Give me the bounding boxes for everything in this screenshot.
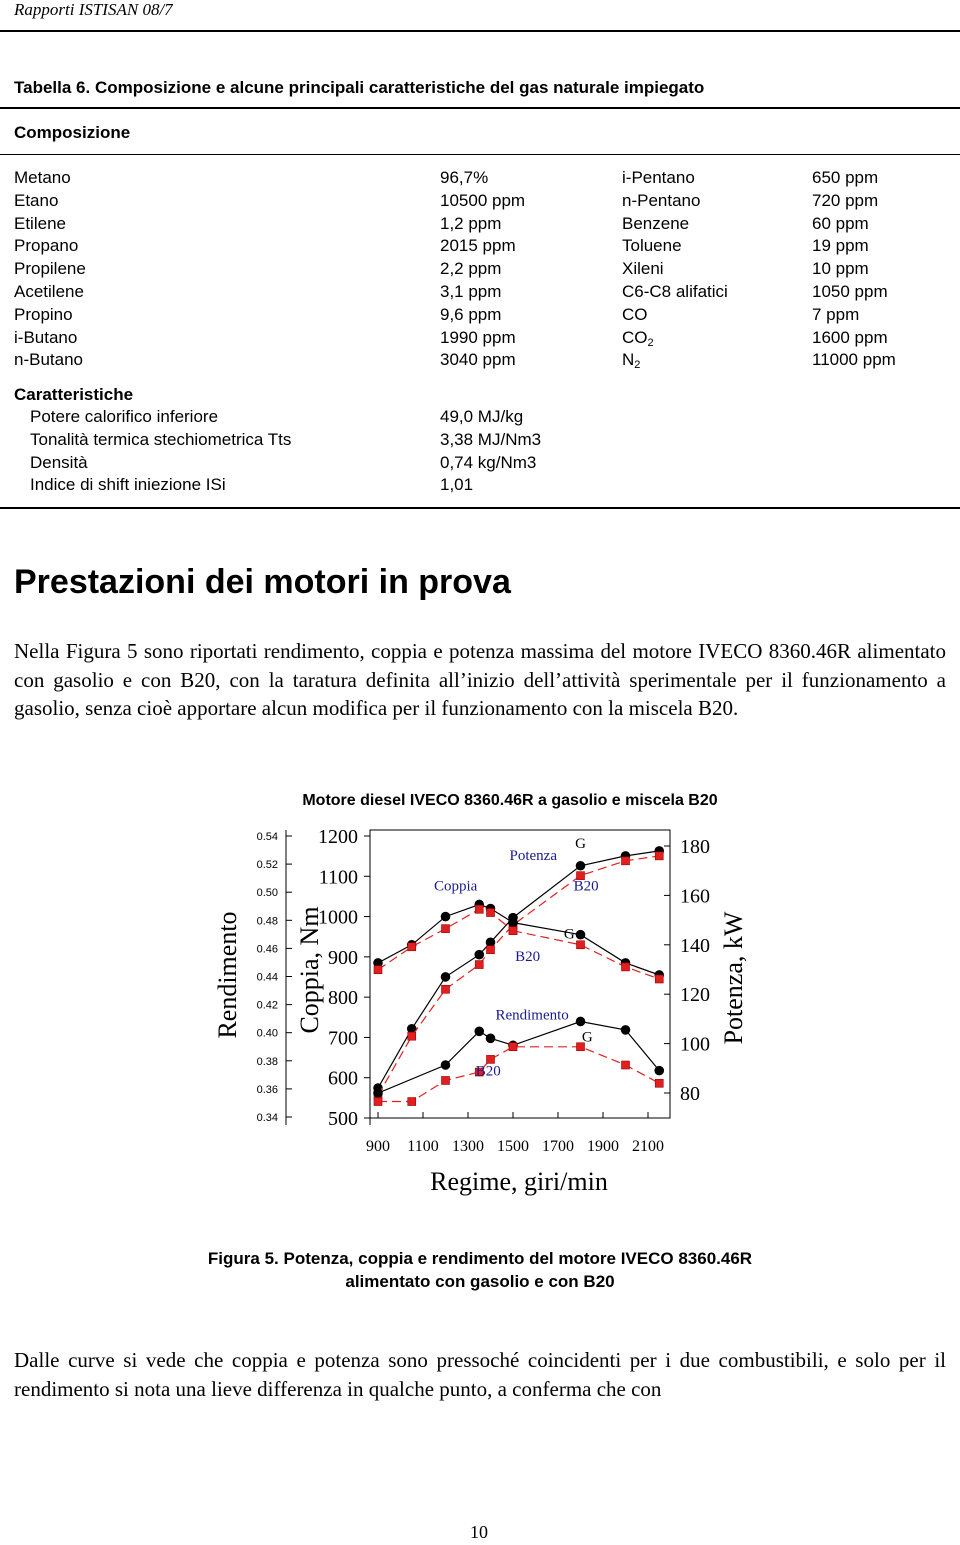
characteristic-value: 49,0 MJ/kg <box>440 407 524 426</box>
data-point <box>576 930 586 940</box>
data-point <box>442 985 450 993</box>
component-name: n-Butano <box>14 350 83 370</box>
tick-label-rendimento: 0.34 <box>256 1112 278 1124</box>
component-name-text: Benzene <box>622 213 690 233</box>
data-point <box>509 927 517 935</box>
component-name-text: C6-C8 alifatici <box>622 282 728 301</box>
axis-x <box>366 1112 664 1196</box>
characteristic-name: Densità <box>30 452 88 472</box>
component-name: Propilene <box>14 259 86 279</box>
data-point <box>408 1098 416 1106</box>
component-value: 3040 ppm <box>440 350 516 370</box>
figure-caption-line-1: Figura 5. Potenza, coppia e rendimento del motore IVECO 8360.46R <box>207 1249 753 1268</box>
component-value: 1600 ppm <box>812 327 888 347</box>
component-value: 7 ppm <box>812 304 860 324</box>
component-name-text: n-Pentano <box>622 190 701 210</box>
tick-label-x: 1300 <box>452 1138 484 1155</box>
characteristic-value: 3,38 MJ/Nm3 <box>440 429 542 449</box>
component-value: 1990 ppm <box>440 327 516 347</box>
series-line <box>378 1022 659 1094</box>
chart-title: Motore diesel IVECO 8360.46R a gasolio e miscela B20 <box>302 792 718 809</box>
composition-row <box>0 350 960 373</box>
series-potenza-g <box>373 846 664 1093</box>
component-name: Metano <box>14 168 71 187</box>
component-name <box>622 328 654 349</box>
component-name: i-Butano <box>14 327 78 347</box>
tick-label-rendimento: 0.52 <box>256 859 278 872</box>
component-value: 3,1 ppm <box>440 282 502 301</box>
performance-chart <box>0 780 960 1240</box>
data-point <box>655 852 663 860</box>
component-name <box>622 350 640 371</box>
composition-row <box>0 259 960 282</box>
characteristics-heading: Caratteristiche <box>14 385 134 404</box>
series-line <box>378 851 659 1088</box>
characteristic-row <box>0 407 960 430</box>
tick-label-potenza: 160 <box>680 885 710 908</box>
component-name: Acetilene <box>14 282 84 301</box>
data-point <box>474 1026 484 1036</box>
component-name-text: Toluene <box>622 236 682 256</box>
series-layer <box>373 846 664 1105</box>
characteristic-name: Tonalità termica stechiometrica Tts <box>30 429 292 449</box>
tick-label-coppia: 1100 <box>318 866 358 889</box>
data-point <box>373 1088 383 1098</box>
chart-annotation: B20 <box>515 948 541 965</box>
series-coppia-g <box>373 900 518 968</box>
data-point <box>621 1025 631 1035</box>
axis-label-rendimento: Rendimento <box>213 911 242 1039</box>
component-name: Propano <box>14 236 79 256</box>
composition-row <box>0 236 960 259</box>
chart-annotation: Coppia <box>433 878 478 895</box>
data-point <box>654 1066 664 1076</box>
tick-label-rendimento: 0.54 <box>256 831 278 843</box>
composition-row <box>0 214 960 237</box>
figure-caption <box>150 1247 810 1293</box>
data-point <box>408 1032 416 1040</box>
component-name: Propino <box>14 304 73 324</box>
chart-annotation: Potenza <box>509 848 557 865</box>
component-subscript: 2 <box>634 359 641 372</box>
tick-label-potenza: 140 <box>680 934 710 957</box>
data-point <box>441 972 451 982</box>
plot-area <box>370 830 670 1118</box>
tick-label-rendimento: 0.50 <box>256 887 278 900</box>
data-point <box>442 1076 450 1084</box>
data-point <box>576 1017 586 1027</box>
table-caption: Tabella 6. Composizione e alcune principali caratteristiche del gas naturale impiegato <box>14 78 705 97</box>
characteristic-row <box>0 475 960 498</box>
tick-label-rendimento: 0.36 <box>256 1083 278 1096</box>
tick-label-x: 1900 <box>587 1138 619 1155</box>
series-line <box>378 1047 659 1102</box>
axis-label-coppia: Coppia, Nm <box>295 906 324 1034</box>
tick-label-coppia: 600 <box>328 1067 358 1090</box>
tick-label-rendimento: 0.38 <box>256 1055 278 1068</box>
page-number: 10 <box>470 1522 488 1542</box>
data-point <box>441 1060 451 1070</box>
tick-label-potenza: 80 <box>680 1083 700 1105</box>
chart-annotation: Rendimento <box>495 1007 569 1024</box>
data-point <box>486 1034 496 1044</box>
component-name: Etano <box>14 190 59 210</box>
series-line <box>378 856 659 1096</box>
data-point <box>487 909 495 917</box>
tick-label-coppia: 700 <box>328 1027 358 1050</box>
component-value: 96,7% <box>440 168 489 187</box>
chart-annotation: G <box>581 1029 593 1046</box>
chart-annotation: B20 <box>475 1063 501 1080</box>
data-point <box>474 950 484 960</box>
characteristic-row <box>0 430 960 453</box>
composition-row <box>0 168 960 191</box>
axis-potenza <box>664 836 748 1105</box>
data-point <box>576 861 586 871</box>
component-value: 11000 ppm <box>812 350 896 370</box>
paragraph-1: Nella Figura 5 sono riportati rendimento, coppia e potenza massima del motore IVECO 8360.46R alimentato con gasolio e con B20, con la taratura definita all’inizio dell’attività sperimentale per il funzionamento a gasolio, senza cioè apportare alcun modifica per il funzionamento con la miscela B20. <box>14 639 946 720</box>
data-point <box>441 912 451 922</box>
data-point <box>487 946 495 954</box>
data-point <box>655 1079 663 1087</box>
data-point <box>475 961 483 969</box>
component-name <box>622 214 689 234</box>
plot-frame <box>370 830 670 1118</box>
component-value: 650 ppm <box>812 168 879 187</box>
series-rendimento-b20 <box>374 1043 663 1106</box>
component-value: 9,6 ppm <box>440 304 502 324</box>
tick-label-rendimento: 0.46 <box>256 943 278 956</box>
data-point <box>655 975 663 983</box>
component-name <box>622 305 648 325</box>
table-top-rule <box>0 107 960 109</box>
component-name-text: i-Pentano <box>622 168 695 187</box>
data-point <box>487 1055 495 1063</box>
tick-label-rendimento: 0.42 <box>256 999 278 1012</box>
component-value: 2015 ppm <box>440 236 516 256</box>
tick-label-potenza: 120 <box>680 984 710 1007</box>
tick-label-coppia: 800 <box>328 987 358 1010</box>
component-value: 10500 ppm <box>440 190 526 210</box>
component-name <box>622 259 664 279</box>
tick-label-potenza: 100 <box>680 1033 710 1056</box>
axis-label-potenza: Potenza, kW <box>719 911 748 1045</box>
tick-label-rendimento: 0.40 <box>256 1027 278 1040</box>
characteristic-value: 0,74 kg/Nm3 <box>440 452 537 472</box>
component-name-text: N <box>622 350 635 370</box>
header-rule <box>0 30 960 32</box>
tick-label-coppia: 1000 <box>318 906 358 929</box>
data-point <box>622 963 630 971</box>
component-name <box>622 282 728 302</box>
tick-label-x: 1700 <box>542 1138 574 1155</box>
data-point <box>622 1061 630 1069</box>
data-point <box>442 925 450 933</box>
tick-label-x: 1500 <box>497 1138 529 1155</box>
data-point <box>577 941 585 949</box>
chart-annotation: G <box>563 926 575 943</box>
data-point <box>622 857 630 865</box>
component-name <box>622 168 695 188</box>
composition-row <box>0 305 960 328</box>
running-header: Rapporti ISTISAN 08/7 <box>14 0 173 19</box>
component-value: 19 ppm <box>812 236 869 256</box>
component-value: 10 ppm <box>812 259 869 279</box>
component-subscript: 2 <box>647 336 654 349</box>
component-value: 60 ppm <box>812 213 869 233</box>
characteristic-name: Potere calorifico inferiore <box>30 407 219 426</box>
tick-label-x: 900 <box>366 1138 390 1155</box>
tick-label-coppia: 1200 <box>318 826 358 848</box>
axis-coppia <box>295 826 370 1130</box>
component-name <box>622 236 682 256</box>
characteristic-name: Indice di shift iniezione ISi <box>30 475 226 495</box>
component-name <box>622 191 700 211</box>
component-value: 1050 ppm <box>812 282 888 301</box>
composition-heading: Composizione <box>14 123 131 142</box>
tick-label-rendimento: 0.48 <box>256 915 278 928</box>
data-point <box>374 1098 382 1106</box>
component-value: 1,2 ppm <box>440 213 502 233</box>
characteristic-row <box>0 453 960 476</box>
section-title: Prestazioni dei motori in prova <box>14 563 511 601</box>
tick-label-x: 2100 <box>632 1138 664 1155</box>
tick-label-potenza: 180 <box>680 836 710 858</box>
composition-rule <box>0 154 960 155</box>
tick-label-coppia: 500 <box>328 1108 358 1130</box>
table-bottom-rule <box>0 507 960 509</box>
axis-label-x: Regime, giri/min <box>430 1167 608 1196</box>
axis-rendimento <box>213 830 292 1125</box>
data-point <box>374 966 382 974</box>
tick-label-x: 1100 <box>407 1138 439 1155</box>
chart-annotation: G <box>575 836 586 853</box>
chart-annotation: B20 <box>573 878 599 895</box>
paragraph-2: Dalle curve si vede che coppia e potenza sono pressoché coincidenti per i due combustibili, e solo per il rendimento si nota una lieve differenza in qualche punto, a conferma che con <box>14 1348 946 1401</box>
component-name: Etilene <box>14 213 66 233</box>
data-point <box>408 943 416 951</box>
data-point <box>509 1043 517 1051</box>
component-value: 2,2 ppm <box>440 259 502 279</box>
data-point <box>475 905 483 913</box>
tick-label-rendimento: 0.44 <box>256 971 278 984</box>
component-name-text: Xileni <box>622 259 664 279</box>
figure-caption-line-2: alimentato con gasolio e con B20 <box>345 1272 615 1291</box>
composition-row <box>0 282 960 305</box>
composition-row <box>0 191 960 214</box>
characteristic-value: 1,01 <box>440 475 474 495</box>
component-name-text: CO <box>622 304 648 324</box>
tick-label-coppia: 900 <box>328 946 358 969</box>
composition-row <box>0 328 960 351</box>
component-name-text: CO <box>622 327 648 347</box>
component-value: 720 ppm <box>812 190 879 210</box>
data-point <box>508 918 518 928</box>
